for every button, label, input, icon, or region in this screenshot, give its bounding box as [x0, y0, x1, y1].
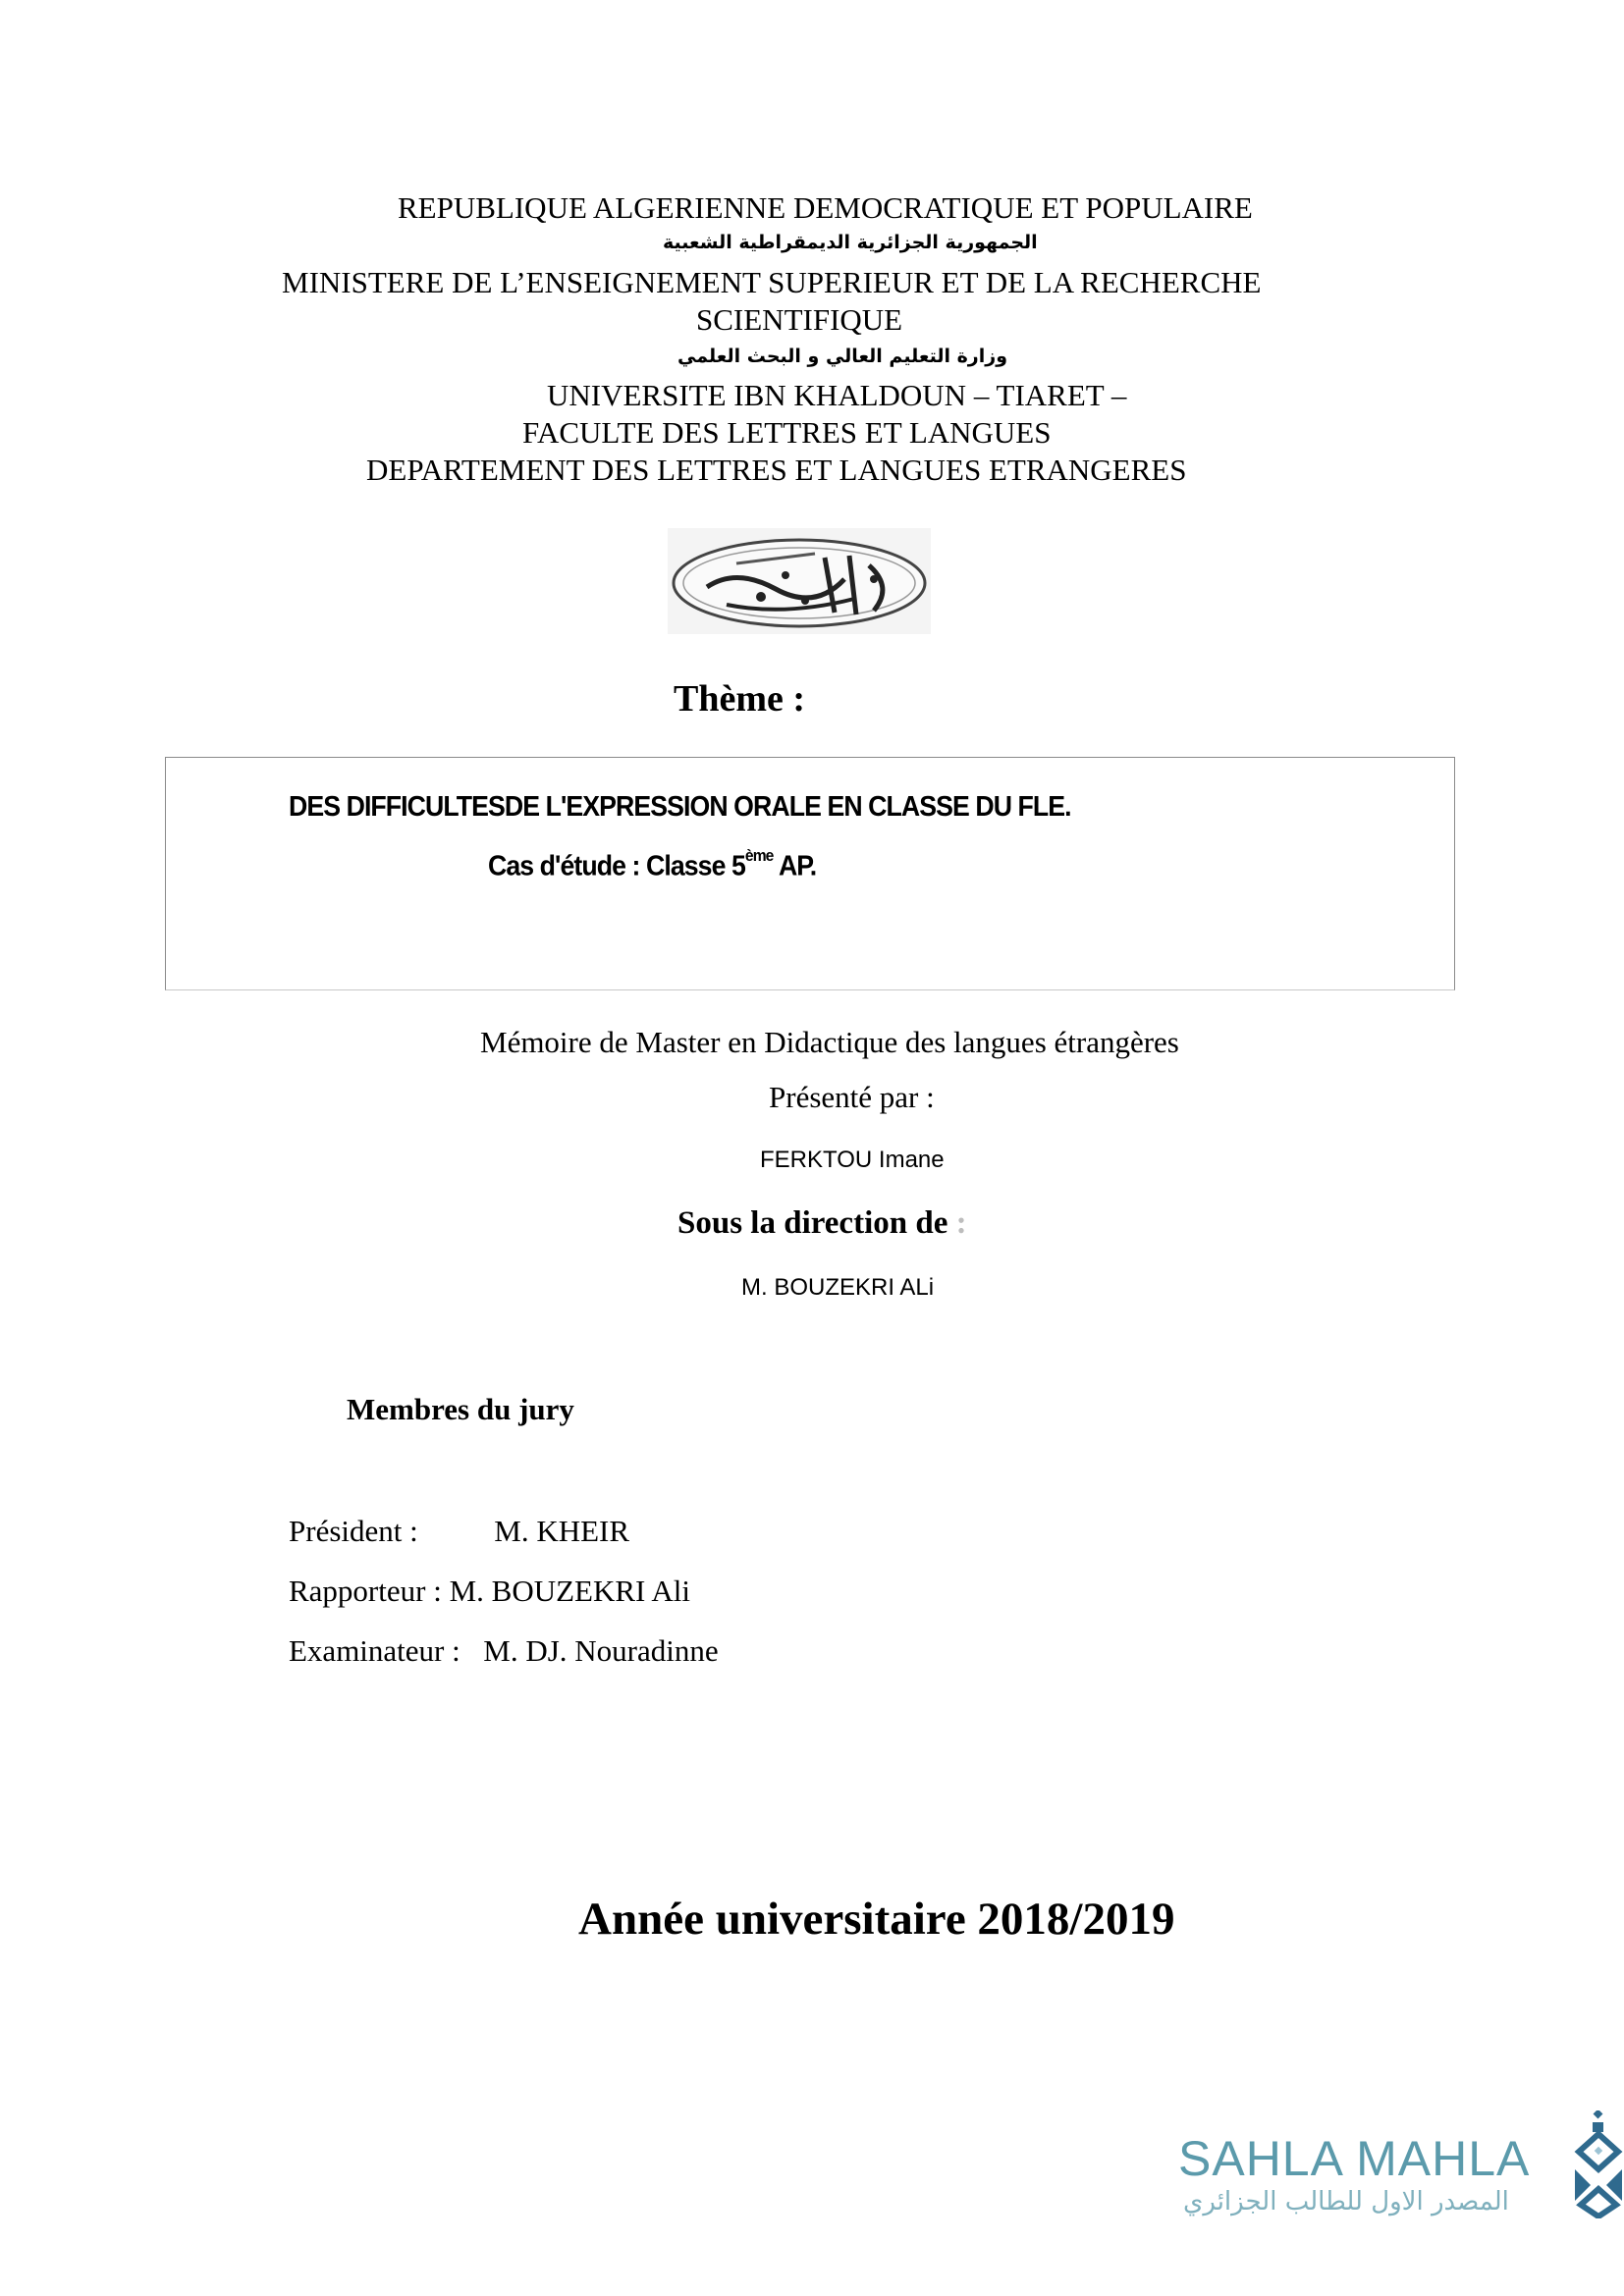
watermark-tagline: المصدر الاول للطالب الجزائري: [1183, 2187, 1509, 2216]
republic-title-ar: الجمهورية الجزائرية الديمقراطية الشعبية: [663, 232, 1038, 253]
ministry-title-fr-line1: MINISTERE DE L’ENSEIGNEMENT SUPERIEUR ET DE LA RECHERCHE: [282, 265, 1262, 299]
jury-member-rapporteur: [289, 1574, 690, 1609]
jury-name: M. BOUZEKRI Ali: [449, 1574, 691, 1608]
direction-label: [677, 1205, 967, 1242]
direction-colon: :: [955, 1205, 967, 1241]
jury-member-president: [289, 1514, 629, 1549]
ministry-title-fr-line2: SCIENTIFIQUE: [696, 302, 903, 337]
jury-role: Rapporteur :: [289, 1574, 442, 1608]
theme-label: Thème :: [674, 678, 806, 720]
jury-name: M. KHEIR: [494, 1514, 630, 1548]
supervisor-name: M. BOUZEKRI ALi: [741, 1274, 935, 1301]
jury-heading: Membres du jury: [347, 1392, 574, 1426]
jury-role: Examinateur :: [289, 1633, 460, 1668]
republic-title-fr: REPUBLIQUE ALGERIENNE DEMOCRATIQUE ET POPULAIRE: [398, 190, 1253, 225]
degree-line: Mémoire de Master en Didactique des langues étrangères: [480, 1025, 1179, 1059]
sahla-mahla-calligraphy-icon: [1571, 2110, 1624, 2218]
jury-role: Président :: [289, 1514, 418, 1548]
sahla-mahla-watermark: [1178, 2110, 1620, 2238]
case-study-prefix: Cas d'étude : Classe 5: [488, 850, 745, 882]
presented-by-label: Présenté par :: [769, 1080, 935, 1114]
faculty-name: FACULTE DES LETTRES ET LANGUES: [522, 415, 1052, 450]
case-study-suffix: AP.: [773, 850, 817, 882]
department-name: DEPARTEMENT DES LETTRES ET LANGUES ETRANGERES: [366, 453, 1187, 487]
author-name: FERKTOU Imane: [760, 1147, 945, 1173]
university-logo: [668, 528, 931, 634]
ministry-title-ar: وزارة التعليم العالي و البحث العلمي: [677, 346, 1007, 367]
thesis-title: DES DIFFICULTESDE L'EXPRESSION ORALE EN CLASSE DU FLE.: [289, 791, 1071, 823]
university-name: UNIVERSITE IBN KHALDOUN – TIARET –: [547, 378, 1127, 412]
jury-member-examinateur: [289, 1633, 719, 1669]
direction-label-text: Sous la direction de: [677, 1205, 948, 1241]
case-study-superscript: ème: [744, 846, 774, 865]
case-study-line: [488, 846, 817, 883]
watermark-brand: SAHLA MAHLA: [1178, 2131, 1531, 2186]
jury-name: M. DJ. Nouradinne: [483, 1633, 719, 1668]
university-calligraphy-seal-icon: [668, 528, 931, 634]
academic-year: Année universitaire 2018/2019: [578, 1894, 1175, 1945]
